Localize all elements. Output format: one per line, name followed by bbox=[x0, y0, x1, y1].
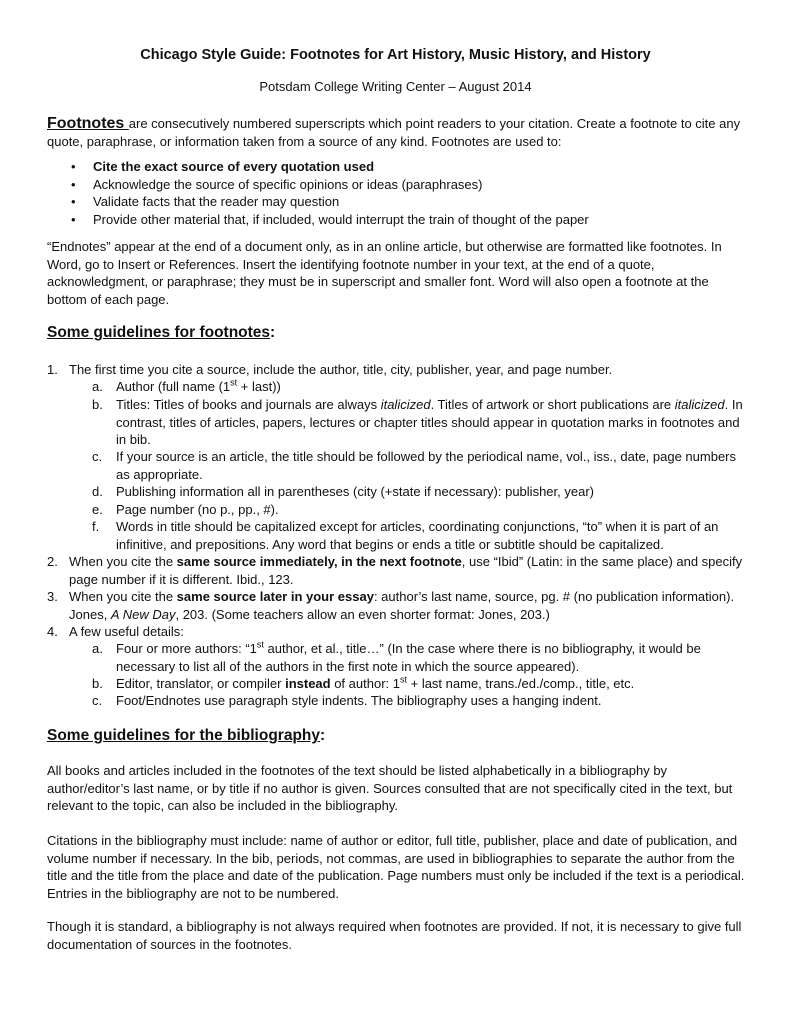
sub-text bbox=[116, 396, 747, 449]
italic-text: A New Day bbox=[110, 606, 176, 622]
text-part: . Titles of artwork or short publications are bbox=[430, 397, 675, 412]
bullet-text: Provide other material that, if included, would interrupt the train of thought of the paper bbox=[93, 211, 589, 227]
guideline-4b bbox=[92, 675, 747, 693]
list-number: 2. bbox=[47, 554, 58, 569]
text-part: + last)) bbox=[237, 379, 281, 394]
bibliography-paragraph-3: Though it is standard, a bibliography is not always required when footnotes are provided. If not, it is necessary to give full documentation of sources in the footnotes. bbox=[47, 919, 742, 952]
guideline-1b bbox=[92, 396, 747, 449]
sub-text: Foot/Endnotes use paragraph style indents. The bibliography uses a hanging indent. bbox=[116, 693, 602, 708]
text-part: Titles: Titles of books and journals are always bbox=[116, 397, 381, 412]
sub-letter: c. bbox=[92, 693, 103, 708]
sub-letter: e. bbox=[92, 502, 103, 517]
bold-text: same source later in your essay bbox=[176, 589, 374, 604]
bibliography-paragraph-1: All books and articles included in the footnotes of the text should be listed alphabetically in a bibliography by author/editor’s last name, or by title if no author is given. Sources consulted that are not specifically cited in the text, but relevant to the topic, can also be included in the bibliography. bbox=[47, 763, 733, 814]
bullet-item bbox=[48, 176, 748, 194]
heading-label: Some guidelines for the bibliography bbox=[47, 727, 320, 744]
text-part: , use “Ibid” (Latin: in the same place) and specify page number if it is different. Ibid., 123. bbox=[69, 554, 743, 587]
guideline-1f bbox=[92, 518, 747, 553]
intro-paragraph bbox=[47, 115, 747, 150]
footnotes-guidelines-heading bbox=[47, 324, 275, 342]
guideline-4c bbox=[92, 692, 747, 710]
list-text bbox=[69, 553, 747, 588]
bullet-text: Acknowledge the source of specific opinions or ideas (paraphrases) bbox=[93, 176, 483, 192]
text-part: author, et al., title…” (In the case where there is no bibliography, it would be necessary to list all of the authors in the first note in which the source appeared). bbox=[116, 641, 701, 674]
guideline-1c bbox=[92, 448, 747, 483]
text-part: . In contrast, titles of articles, papers, lectures or chapter titles should appear in quotation marks in footnotes and in bib. bbox=[116, 397, 743, 448]
text-part: Author (full name (1 bbox=[116, 379, 231, 394]
list-text: The first time you cite a source, include the author, title, city, publisher, year, and page number. bbox=[69, 362, 613, 377]
superscript: st bbox=[399, 674, 407, 685]
sub-text: Page number (no p., pp., #). bbox=[116, 502, 279, 517]
text-part: Four or more authors: “1 bbox=[116, 641, 257, 656]
heading-label: Some guidelines for footnotes bbox=[47, 324, 271, 341]
intro-text: are consecutively numbered superscripts which point readers to your citation. Create a footnote to cite any quote, paraphrase, or information taken from a source of any kind. Footnotes are used to: bbox=[47, 116, 741, 149]
sub-text bbox=[116, 640, 747, 675]
guideline-1e bbox=[92, 501, 747, 519]
list-text: A few useful details: bbox=[69, 624, 184, 639]
footnote-guideline-3 bbox=[47, 588, 747, 623]
bullet-icon: • bbox=[71, 176, 76, 192]
sub-letter: f. bbox=[92, 519, 100, 534]
sub-letter: b. bbox=[92, 676, 103, 691]
document-subtitle: Potsdam College Writing Center – August 2014 bbox=[259, 79, 532, 94]
sub-letter: a. bbox=[92, 641, 103, 656]
text-part: When you cite the bbox=[69, 589, 177, 604]
uses-bullet-list bbox=[48, 158, 748, 228]
sub-text bbox=[116, 378, 747, 396]
bullet-item bbox=[48, 158, 748, 176]
bullet-text: Validate facts that the reader may question bbox=[93, 194, 340, 210]
footnote-guideline-1 bbox=[47, 361, 747, 379]
sub-letter: c. bbox=[92, 449, 103, 464]
text-part: : author’s last name, source, pg. # (no publication information). Jones, bbox=[69, 589, 735, 622]
bullet-icon: • bbox=[71, 194, 76, 210]
superscript: st bbox=[230, 377, 238, 388]
bullet-text: Cite the exact source of every quotation used bbox=[93, 159, 375, 174]
list-number: 3. bbox=[47, 589, 58, 604]
guideline-4a bbox=[92, 640, 747, 675]
sub-text: Publishing information all in parentheses (city (+state if necessary): publisher, year) bbox=[116, 484, 594, 499]
sub-text: Words in title should be capitalized except for articles, coordinating conjunctions, “to” when it is part of an infinitive, and prepositions. Any word that begins or ends a title or subtitle should be capitalized. bbox=[116, 519, 719, 552]
sub-letter: b. bbox=[92, 397, 103, 412]
bibliography-guidelines-heading bbox=[47, 727, 325, 745]
list-number: 1. bbox=[47, 362, 58, 377]
italic-text: italicized bbox=[380, 397, 431, 412]
footnote-guideline-2 bbox=[47, 553, 747, 588]
sub-letter: a. bbox=[92, 379, 103, 394]
sub-letter: d. bbox=[92, 484, 103, 499]
list-text bbox=[69, 588, 747, 623]
text-part: , 203. (Some teachers allow an even shorter format: Jones, 203.) bbox=[175, 606, 550, 622]
guideline-1d bbox=[92, 483, 747, 501]
document-title: Chicago Style Guide: Footnotes for Art History, Music History, and History bbox=[140, 47, 651, 63]
bullet-item bbox=[48, 193, 748, 211]
heading-suffix: : bbox=[270, 324, 276, 341]
bullet-item bbox=[48, 211, 748, 229]
bibliography-paragraph-2: Citations in the bibliography must include: name of author or editor, full title, publisher, place and date of publication, and volume number if necessary. In the bib, periods, not commas, are used in bibliographies to separate the author from the title and the title from the place and date of the publication. Page numbers must only be included if the text is a periodical. Entries in the bibliography are not to be numbered. bbox=[47, 833, 745, 901]
text-part: Editor, translator, or compiler bbox=[116, 676, 286, 691]
text-part: + last name, trans./ed./comp., title, etc. bbox=[407, 676, 635, 691]
intro-lead-term: Footnotes bbox=[47, 115, 129, 132]
text-part: of author: 1 bbox=[330, 676, 400, 691]
footnote-guideline-4 bbox=[47, 623, 747, 641]
list-number: 4. bbox=[47, 624, 58, 639]
bold-text: instead bbox=[285, 676, 331, 691]
bullet-icon: • bbox=[71, 211, 76, 227]
heading-suffix: : bbox=[320, 727, 326, 744]
endnotes-paragraph: “Endnotes” appear at the end of a document only, as in an online article, but otherwise are formatted like footnotes. In Word, go to Insert or References. Insert the identifying footnote number in your text, at the end of a quote, acknowledgment, or paraphrase; they must be in superscript and smaller font. Word will also open a footnote at the bottom of each page. bbox=[47, 239, 722, 307]
guideline-1a bbox=[92, 378, 747, 396]
bullet-icon: • bbox=[71, 159, 76, 174]
italic-text: italicized bbox=[674, 397, 725, 412]
bold-text: same source immediately, in the next footnote bbox=[176, 554, 462, 569]
sub-text: If your source is an article, the title should be followed by the periodical name, vol., iss., date, page numbers as appropriate. bbox=[116, 449, 737, 482]
superscript: st bbox=[256, 639, 264, 650]
sub-text bbox=[116, 675, 747, 693]
text-part: When you cite the bbox=[69, 554, 177, 569]
